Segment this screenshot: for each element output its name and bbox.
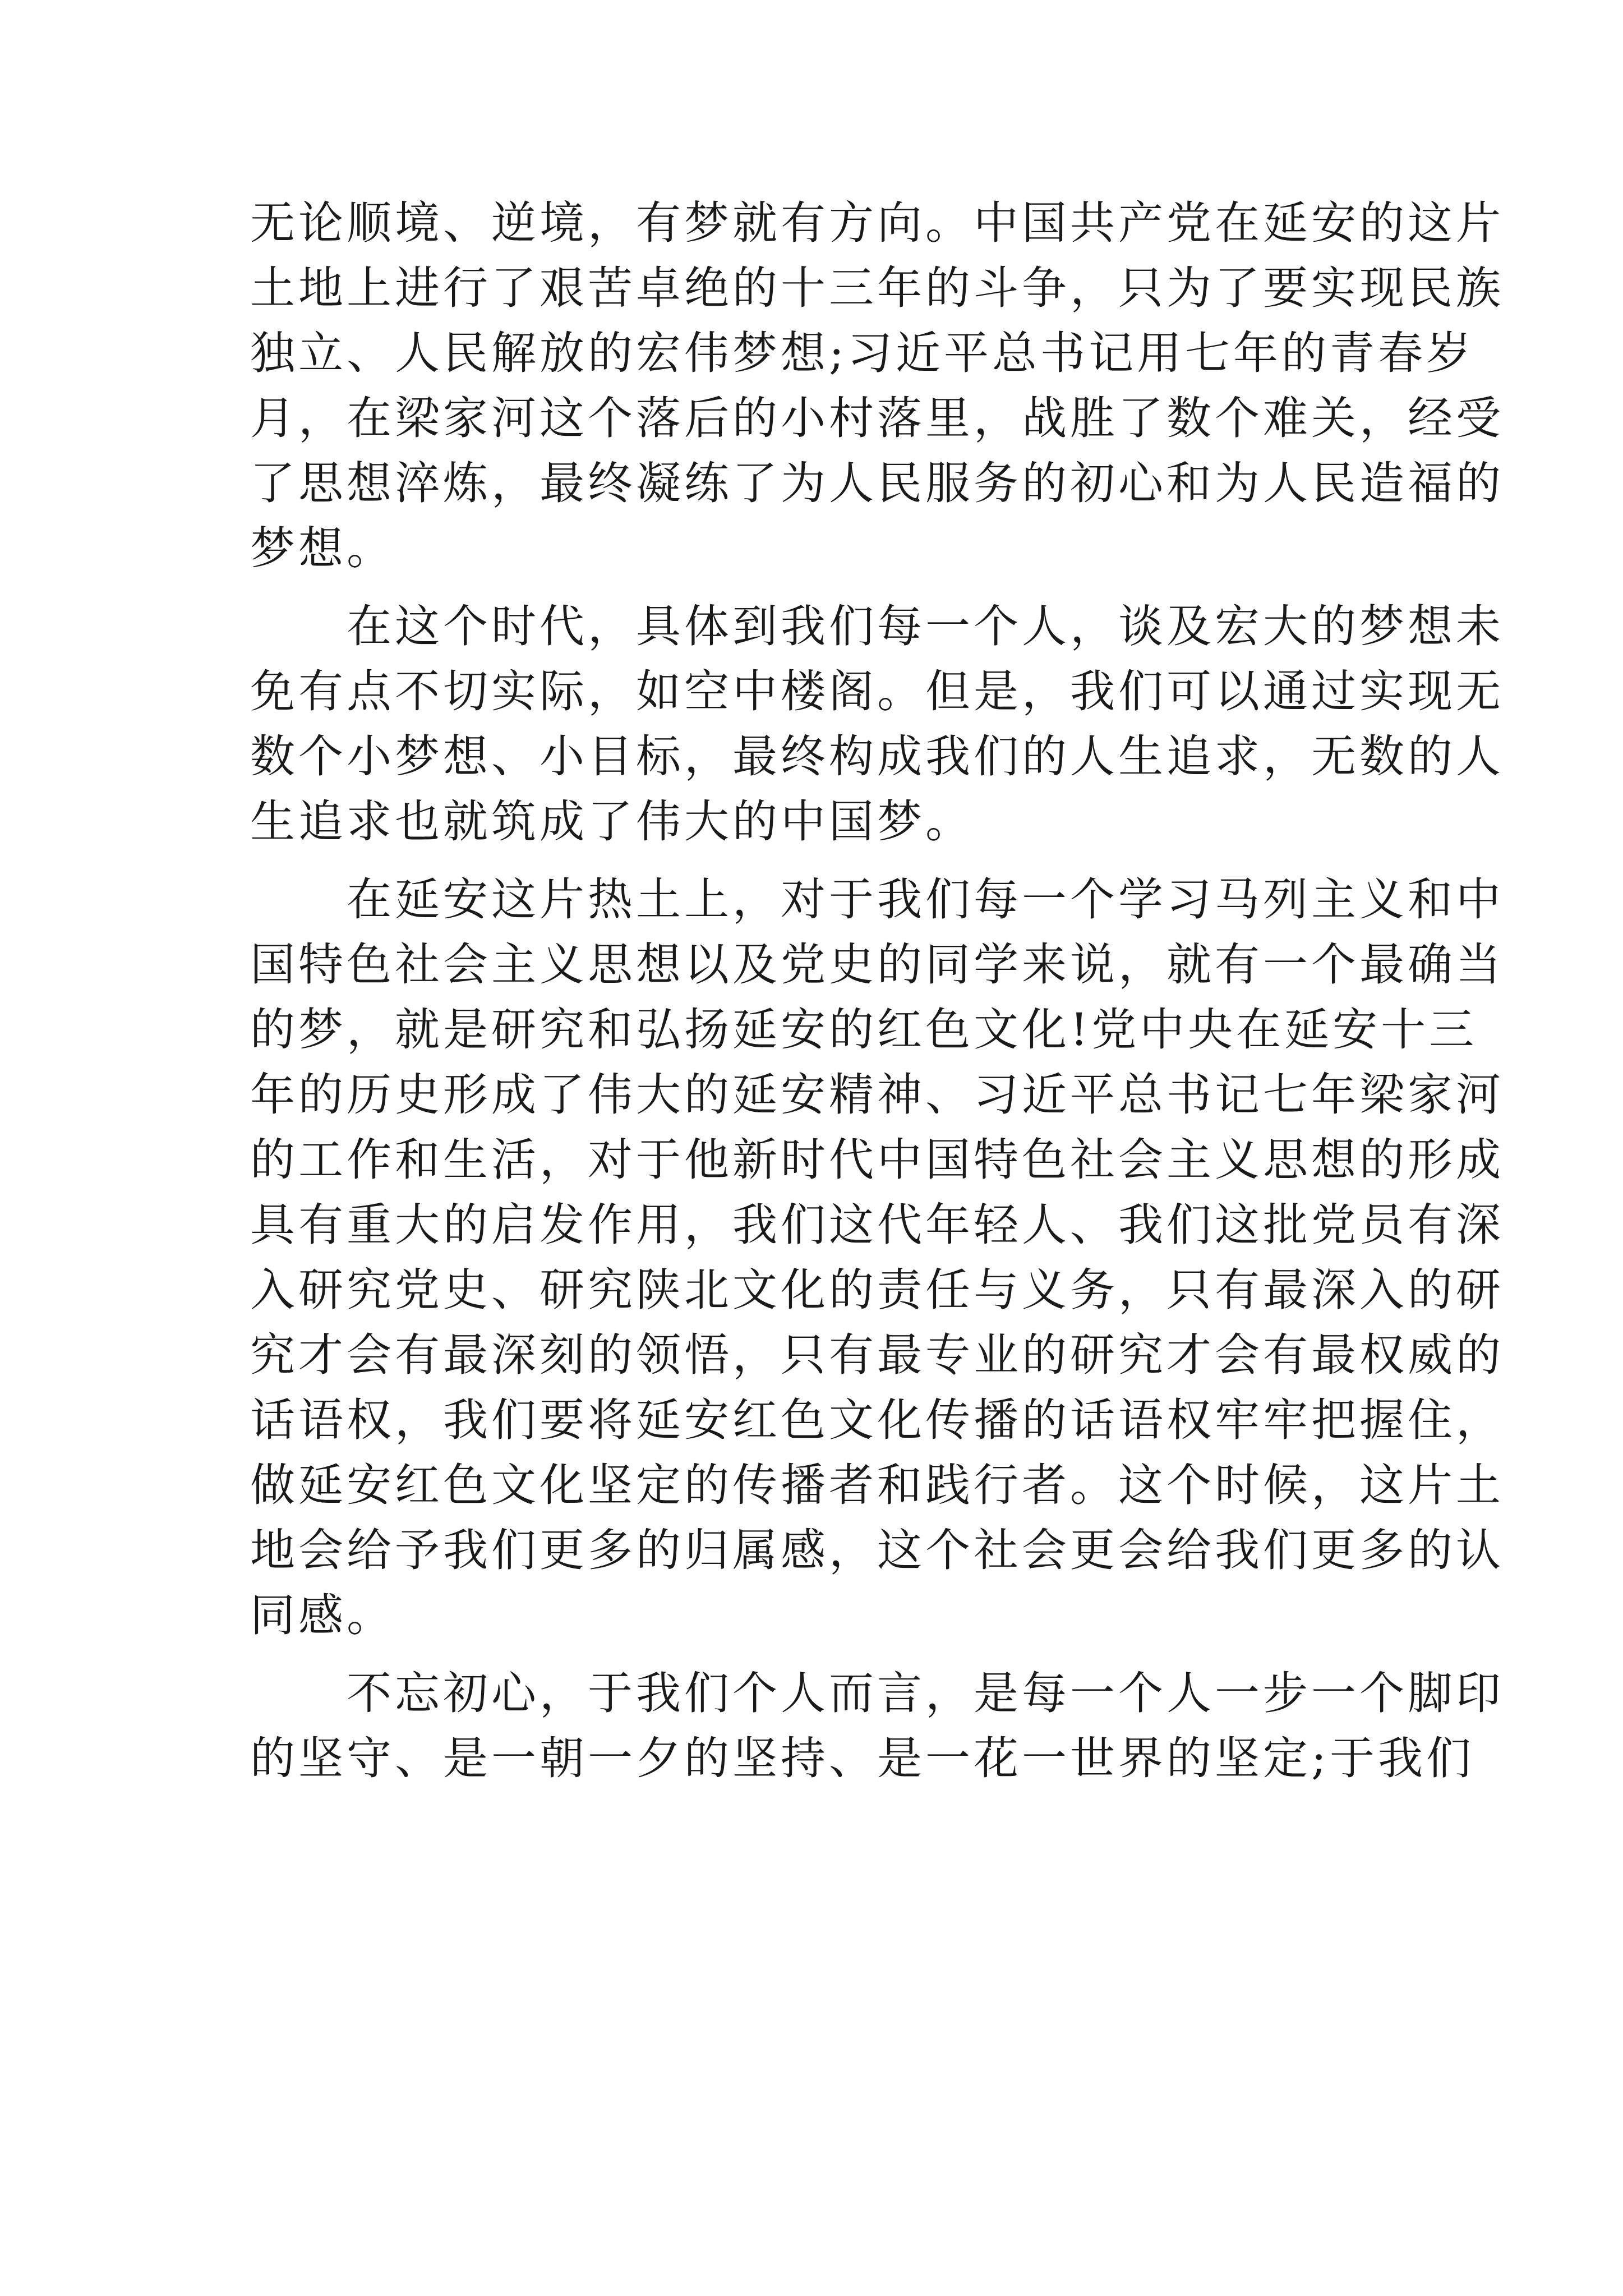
text-line: 土地上进行了艰苦卓绝的十三年的斗争，只为了要实现民族 xyxy=(250,262,1504,314)
text-line: 月，在梁家河这个落后的小村落里，战胜了数个难关，经受 xyxy=(250,392,1504,444)
text-line: 做延安红色文化坚定的传播者和践行者。这个时候，这片土 xyxy=(250,1459,1504,1511)
paragraph xyxy=(250,191,1504,581)
text-line: 话语权，我们要将延安红色文化传播的话语权牢牢把握住， xyxy=(250,1394,1504,1446)
text-line: 年的历史形成了伟大的延安精神、习近平总书记七年梁家河 xyxy=(250,1069,1504,1121)
text-line: 具有重大的启发作用，我们这代年轻人、我们这批党员有深 xyxy=(250,1199,1504,1251)
text-line: 独立、人民解放的宏伟梦想;习近平总书记用七年的青春岁 xyxy=(250,327,1474,379)
text-line: 的工作和生活，对于他新时代中国特色社会主义思想的形成 xyxy=(250,1134,1504,1186)
text-line: 同感。 xyxy=(250,1589,395,1641)
text-line: 的坚守、是一朝一夕的坚持、是一花一世界的坚定;于我们 xyxy=(250,1732,1474,1784)
text-line: 在这个时代，具体到我们每一个人，谈及宏大的梦想未 xyxy=(347,600,1504,652)
paragraph xyxy=(250,594,1504,854)
text-line: 生追求也就筑成了伟大的中国梦。 xyxy=(250,795,974,848)
text-line: 国特色社会主义思想以及党史的同学来说，就有一个最确当 xyxy=(250,938,1504,991)
text-line: 在延安这片热土上，对于我们每一个学习马列主义和中 xyxy=(347,873,1504,926)
paragraph xyxy=(250,1661,1504,1791)
text-line: 梦想。 xyxy=(250,522,395,574)
text-line: 的梦，就是研究和弘扬延安的红色文化!党中央在延安十三 xyxy=(250,1004,1478,1056)
text-line: 入研究党史、研究陕北文化的责任与义务，只有最深入的研 xyxy=(250,1264,1504,1316)
text-line: 了思想淬炼，最终凝练了为人民服务的初心和为人民造福的 xyxy=(250,457,1504,509)
text-line: 数个小梦想、小目标，最终构成我们的人生追求，无数的人 xyxy=(250,730,1504,783)
text-line: 免有点不切实际，如空中楼阁。但是，我们可以通过实现无 xyxy=(250,665,1504,717)
text-line: 不忘初心，于我们个人而言，是每一个人一步一个脚印 xyxy=(347,1667,1504,1719)
text-line: 地会给予我们更多的归属感，这个社会更会给我们更多的认 xyxy=(250,1524,1504,1576)
document-body xyxy=(250,191,1504,1791)
text-line: 无论顺境、逆境，有梦就有方向。中国共产党在延安的这片 xyxy=(250,197,1504,249)
paragraph xyxy=(250,867,1504,1648)
text-line: 究才会有最深刻的领悟，只有最专业的研究才会有最权威的 xyxy=(250,1329,1504,1381)
